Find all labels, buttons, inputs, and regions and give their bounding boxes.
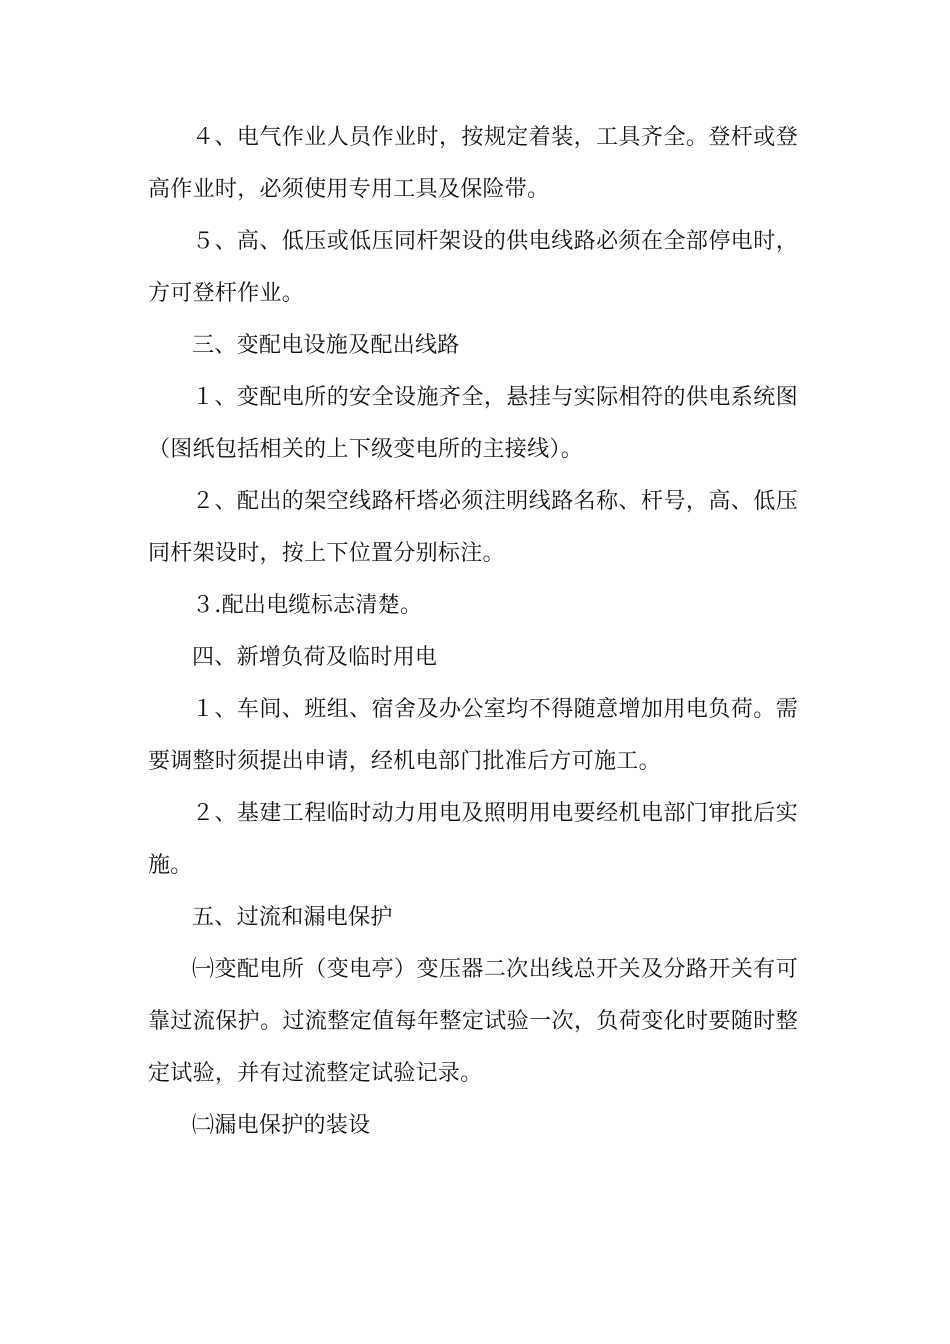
section-3-heading: 三、变配电设施及配出线路 — [192, 333, 460, 358]
section-5-heading: 五、过流和漏电保护 — [192, 905, 393, 930]
section-3-item-3: ３.配出电缆标志清楚。 — [192, 593, 423, 618]
section-5-item-2: ㈡漏电保护的装设 — [192, 1113, 371, 1138]
section-3-item-1: １、变配电所的安全设施齐全，悬挂与实际相符的供电系统图（图纸包括相关的上下级变电所的主接线）。 — [148, 385, 798, 462]
section-4-heading: 四、新增负荷及临时用电 — [192, 645, 438, 670]
item-5-pole-work: ５、高、低压或低压同杆架设的供电线路必须在全部停电时，方可登杆作业。 — [148, 229, 798, 306]
section-4-item-1: １、车间、班组、宿舍及办公室均不得随意增加用电负荷。需要调整时须提出申请，经机电部门批准后方可施工。 — [148, 697, 798, 774]
section-3-item-2: ２、配出的架空线路杆塔必须注明线路名称、杆号，高、低压同杆架设时，按上下位置分别标注。 — [148, 489, 798, 566]
item-4-electrical-work: ４、电气作业人员作业时，按规定着装，工具齐全。登杆或登高作业时，必须使用专用工具及保险带。 — [148, 125, 798, 202]
section-5-item-1: ㈠变配电所（变电亭）变压器二次出线总开关及分路开关有可靠过流保护。过流整定值每年整定试验一次，负荷变化时要随时整定试验，并有过流整定试验记录。 — [148, 957, 798, 1086]
section-4-item-2: ２、基建工程临时动力用电及照明用电要经机电部门审批后实施。 — [148, 801, 798, 878]
document-page — [148, 112, 798, 1152]
